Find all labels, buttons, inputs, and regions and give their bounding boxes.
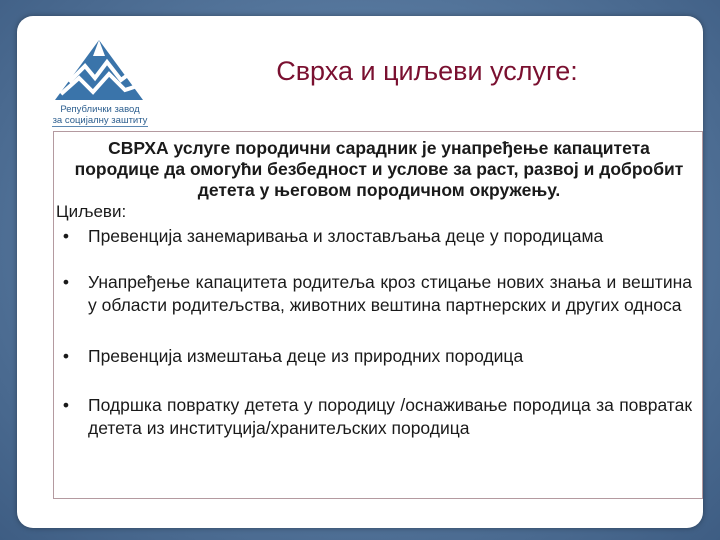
bullet-icon: • <box>62 346 70 366</box>
logo-caption-line1: Републички завод <box>60 104 140 115</box>
goals-label: Циљеви: <box>56 202 127 221</box>
bullet-icon: • <box>62 226 70 246</box>
goal-item <box>56 225 692 248</box>
slide <box>17 16 703 528</box>
goal-item <box>56 345 692 368</box>
goal-text: Превенција измештања деце из природних породица <box>88 346 524 366</box>
bullet-icon: • <box>62 395 70 415</box>
bullet-icon: • <box>62 272 70 292</box>
slide-title: Сврха и циљеви услуге: <box>276 56 578 86</box>
goal-text: Унапређење капацитета родитеља кроз стицање нових знања и вештина у области родитељства, животних вештина партнерских и других односа <box>88 272 692 315</box>
goal-list <box>56 222 692 440</box>
goal-text: Подршка повратку детета у породицу /оснаживање породица за повратак детета из институција/хранитељских породица <box>88 395 692 438</box>
triangle-mountain-logo-icon <box>49 38 149 104</box>
goal-item <box>56 271 692 317</box>
logo-caption-line2: за социјалну заштиту <box>52 115 148 126</box>
goal-item <box>56 394 692 440</box>
purpose-text: СВРХА услуге породични сарадник је унапређење капацитета породице да омогући безбедност и услове за раст, развој и добробит детета у његовом породичном окружењу. <box>74 138 684 200</box>
institution-logo <box>49 38 149 138</box>
logo-caption <box>52 104 148 127</box>
content-box <box>53 131 703 499</box>
goal-text: Превенција занемаривања и злостављања деце у породицама <box>88 226 604 246</box>
